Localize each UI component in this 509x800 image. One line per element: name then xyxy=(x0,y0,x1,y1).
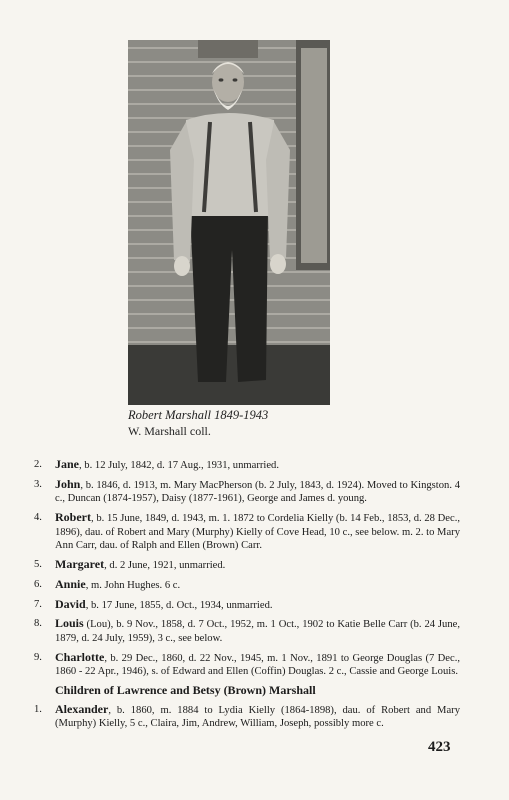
entry-name: Annie xyxy=(55,576,86,591)
photo-caption-title: Robert Marshall 1849-1943 xyxy=(128,408,269,422)
entry-margaret xyxy=(34,558,460,573)
entry-robert xyxy=(34,511,460,553)
entry-name: John xyxy=(55,476,81,491)
entry-name: Robert xyxy=(55,510,91,525)
entry-text: , b. 15 June, 1849, d. 1943, m. 1. 1872 to Cordelia Kielly (b. 14 Feb., 1853, d. 28 Dec., 1896), dau. of Robert and Mary (Murphy) Kielly of Cove Head, 10 c., see below. m. 2. to Mary Ann Carr, dau. of Ralph and Ellen (Brown) Carr. xyxy=(55,513,460,552)
entry-text: , d. 2 June, 1921, unmarried. xyxy=(104,560,226,572)
entry-number: 1. xyxy=(34,703,42,715)
portrait-photo xyxy=(128,40,330,405)
section-heading: Children of Lawrence and Betsy (Brown) Marshall xyxy=(55,683,316,698)
entry-david xyxy=(34,598,460,613)
entry-number: 8. xyxy=(34,618,42,630)
entry-text: , m. John Hughes. 6 c. xyxy=(85,579,181,591)
entry-louis xyxy=(34,617,460,645)
entry-alexander xyxy=(34,703,460,731)
photo-caption-credit: W. Marshall coll. xyxy=(128,424,211,438)
entry-john xyxy=(34,478,460,506)
entry-text: , b. 29 Dec., 1860, d. 22 Nov., 1945, m. 1 Nov., 1891 to George Douglas (7 Dec., 1860 - 22 Apr., 1946), s. of Edward and Ellen (Coffin) Douglas. 2 c., Cassie and George Louis. xyxy=(55,652,460,678)
entry-number: 3. xyxy=(34,478,42,490)
entry-name: Louis xyxy=(55,616,84,631)
entry-name: Charlotte xyxy=(55,649,105,664)
entry-name: Jane xyxy=(55,457,79,471)
entry-name: David xyxy=(55,596,86,611)
entry-jane xyxy=(34,458,460,473)
entry-number: 6. xyxy=(34,578,42,590)
entry-text: , b. 1846, d. 1913, m. Mary MacPherson (b. 2 July, 1843, d. 1924). Moved to Kingston. 4 c., Duncan (1874-1957), Daisy (1877-1961), George and James d. young. xyxy=(55,479,460,505)
entry-text: (Lou), b. 9 Nov., 1858, d. 7 Oct., 1952, m. 1 Oct., 1902 to Katie Belle Carr (b. 24 June, 1879, d. 24 July, 1959), 3 c., see below. xyxy=(55,619,460,645)
entry-number: 4. xyxy=(34,512,42,524)
entry-text: , b. 17 June, 1855, d. Oct., 1934, unmarried. xyxy=(85,599,273,611)
entry-number: 2. xyxy=(34,459,42,470)
entry-name: Alexander xyxy=(55,701,109,716)
entry-number: 9. xyxy=(34,651,42,663)
entry-annie xyxy=(34,578,460,593)
entry-name: Margaret xyxy=(55,557,105,572)
page-number: 423 xyxy=(428,739,451,755)
genealogy-entries xyxy=(34,458,460,736)
entry-number: 7. xyxy=(34,598,42,610)
entry-text: , b. 12 July, 1842, d. 17 Aug., 1931, unmarried. xyxy=(79,460,279,471)
entry-charlotte xyxy=(34,651,460,679)
entry-number: 5. xyxy=(34,559,42,571)
entry-text: , b. 1860, m. 1884 to Lydia Kielly (1864-1898), dau. of Robert and Mary (Murphy) Kielly, 5 c., Claira, Jim, Andrew, William, Joseph, possibly more c. xyxy=(55,704,460,730)
